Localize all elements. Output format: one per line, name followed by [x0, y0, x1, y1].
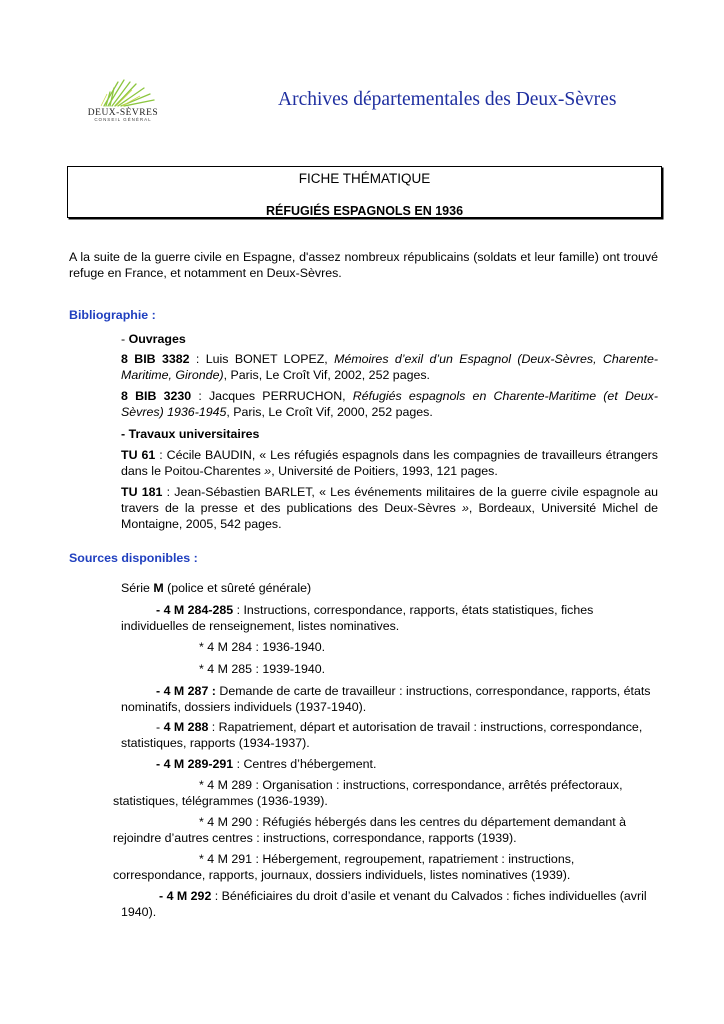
travail-quote-close: » — [461, 501, 469, 515]
travail-author-title: : Cécile BAUDIN, « Les réfugiés espagnols dans les compagnies de travailleurs étrangers dans le Poitou-Charentes — [121, 448, 658, 478]
ouvrages-heading: - Ouvrages — [121, 332, 186, 346]
serie-letter: M — [153, 581, 164, 595]
intro-paragraph: A la suite de la guerre civile en Espagne, d'assez nombreux républicains (soldats et leur famille) ont trouvé refuge en France, et notamment en Deux-Sèvres. — [69, 250, 658, 280]
travail-author-title: : Jean-Sébastien BARLET, « Les événements militaires de la guerre civile espagnole au travers de la presse et des publications des Deux-Sèvres — [121, 485, 658, 515]
source-cote: - 4 M 287 : — [156, 684, 216, 698]
ouvrage-author: : Luis BONET LOPEZ, — [189, 352, 335, 366]
ouvrage-entry — [121, 351, 658, 383]
travail-publication: , Université de Poitiers, 1993, 121 pages. — [271, 464, 498, 478]
logo-subtext: CONSEIL GÉNÉRAL — [94, 117, 152, 122]
travail-publication: , Bordeaux, Université Michel de Montaigne, 2005, 542 pages. — [121, 501, 659, 531]
travaux-heading: - Travaux universitaires — [121, 427, 260, 441]
source-description: Demande de carte de travailleur : instructions, correspondance, rapports, états nominatifs, dossiers individuels (1937-1940). — [121, 684, 651, 714]
source-subitem: * 4 M 289 : Organisation : instructions, correspondance, arrêtés préfectoraux, statistiques, télégrammes (1936-1939). — [113, 778, 623, 808]
source-subitem: * 4 M 284 : 1936-1940. — [199, 640, 326, 654]
source-subitem: * 4 M 291 : Hébergement, regroupement, rapatriement : instructions, correspondance, rapports, journaux, dossiers individuels, listes nominatives (1939). — [113, 852, 575, 882]
ouvrage-cote: 8 BIB 3230 — [121, 389, 192, 403]
travail-cote: TU 181 — [121, 485, 163, 499]
serie-prefix: Série — [121, 581, 154, 595]
source-cote: - 4 M 284-285 — [156, 603, 234, 617]
source-description: : Instructions, correspondance, rapports, états statistiques, fiches individuelles de renseignement, listes nominatives. — [121, 603, 594, 633]
source-item — [121, 756, 658, 772]
travail-quote-close: » — [264, 464, 272, 478]
source-item — [121, 683, 658, 715]
ouvrage-author: : Jacques PERRUCHON, — [191, 389, 353, 403]
source-dash: - — [156, 720, 164, 734]
serie-line — [121, 580, 658, 596]
fiche-title: FICHE THÉMATIQUE — [298, 171, 431, 186]
bibliographie-heading: Bibliographie : — [69, 308, 156, 322]
serie-suffix: (police et sûreté générale) — [163, 581, 312, 595]
source-item — [121, 719, 658, 751]
ouvrage-title: Réfugiés espagnols en Charente-Maritime (et Deux-Sèvres) 1936-1945 — [121, 389, 658, 419]
ouvrage-publication: , Paris, Le Croît Vif, 2002, 252 pages. — [223, 368, 430, 382]
logo-text: DEUX-SÈVRES — [87, 108, 159, 118]
ouvrage-title: Mémoires d’exil d’un Espagnol (Deux-Sèvres, Charente-Maritime, Gironde) — [121, 352, 658, 382]
site-title: Archives départementales des Deux-Sèvres — [278, 89, 617, 110]
source-subitem: * 4 M 290 : Réfugiés hébergés dans les centres du département demandant à rejoindre d’autres centres : instructions, correspondance, rapports (1939). — [113, 815, 627, 845]
source-item — [121, 888, 658, 920]
ouvrage-cote: 8 BIB 3382 — [121, 352, 190, 366]
source-cote: - 4 M 292 — [159, 889, 212, 903]
source-subitem: * 4 M 285 : 1939-1940. — [199, 662, 326, 676]
travail-cote: TU 61 — [121, 448, 156, 462]
ouvrage-entry — [121, 388, 658, 420]
source-description: : Centres d’hébergement. — [233, 757, 377, 771]
sources-heading: Sources disponibles : — [69, 551, 198, 565]
travail-entry — [121, 484, 658, 532]
ouvrage-publication: , Paris, Le Croît Vif, 2000, 252 pages. — [226, 405, 433, 419]
travail-entry — [121, 447, 658, 479]
source-description: : Bénéficiaires du droit d’asile et venant du Calvados : fiches individuelles (avril 1940). — [121, 889, 647, 919]
fiche-subtitle: RÉFUGIÉS ESPAGNOLS EN 1936 — [265, 204, 464, 218]
source-cote: - 4 M 289-291 — [156, 757, 234, 771]
source-cote: 4 M 288 — [163, 720, 209, 734]
fiche-header-box — [67, 166, 662, 218]
ouvrages-label: Ouvrages — [128, 332, 186, 346]
deux-sevres-logo — [74, 76, 174, 132]
source-description: : Rapatriement, départ et autorisation de travail : instructions, correspondance, statistiques, rapports (1934-1937). — [121, 720, 643, 750]
source-item — [121, 602, 658, 634]
